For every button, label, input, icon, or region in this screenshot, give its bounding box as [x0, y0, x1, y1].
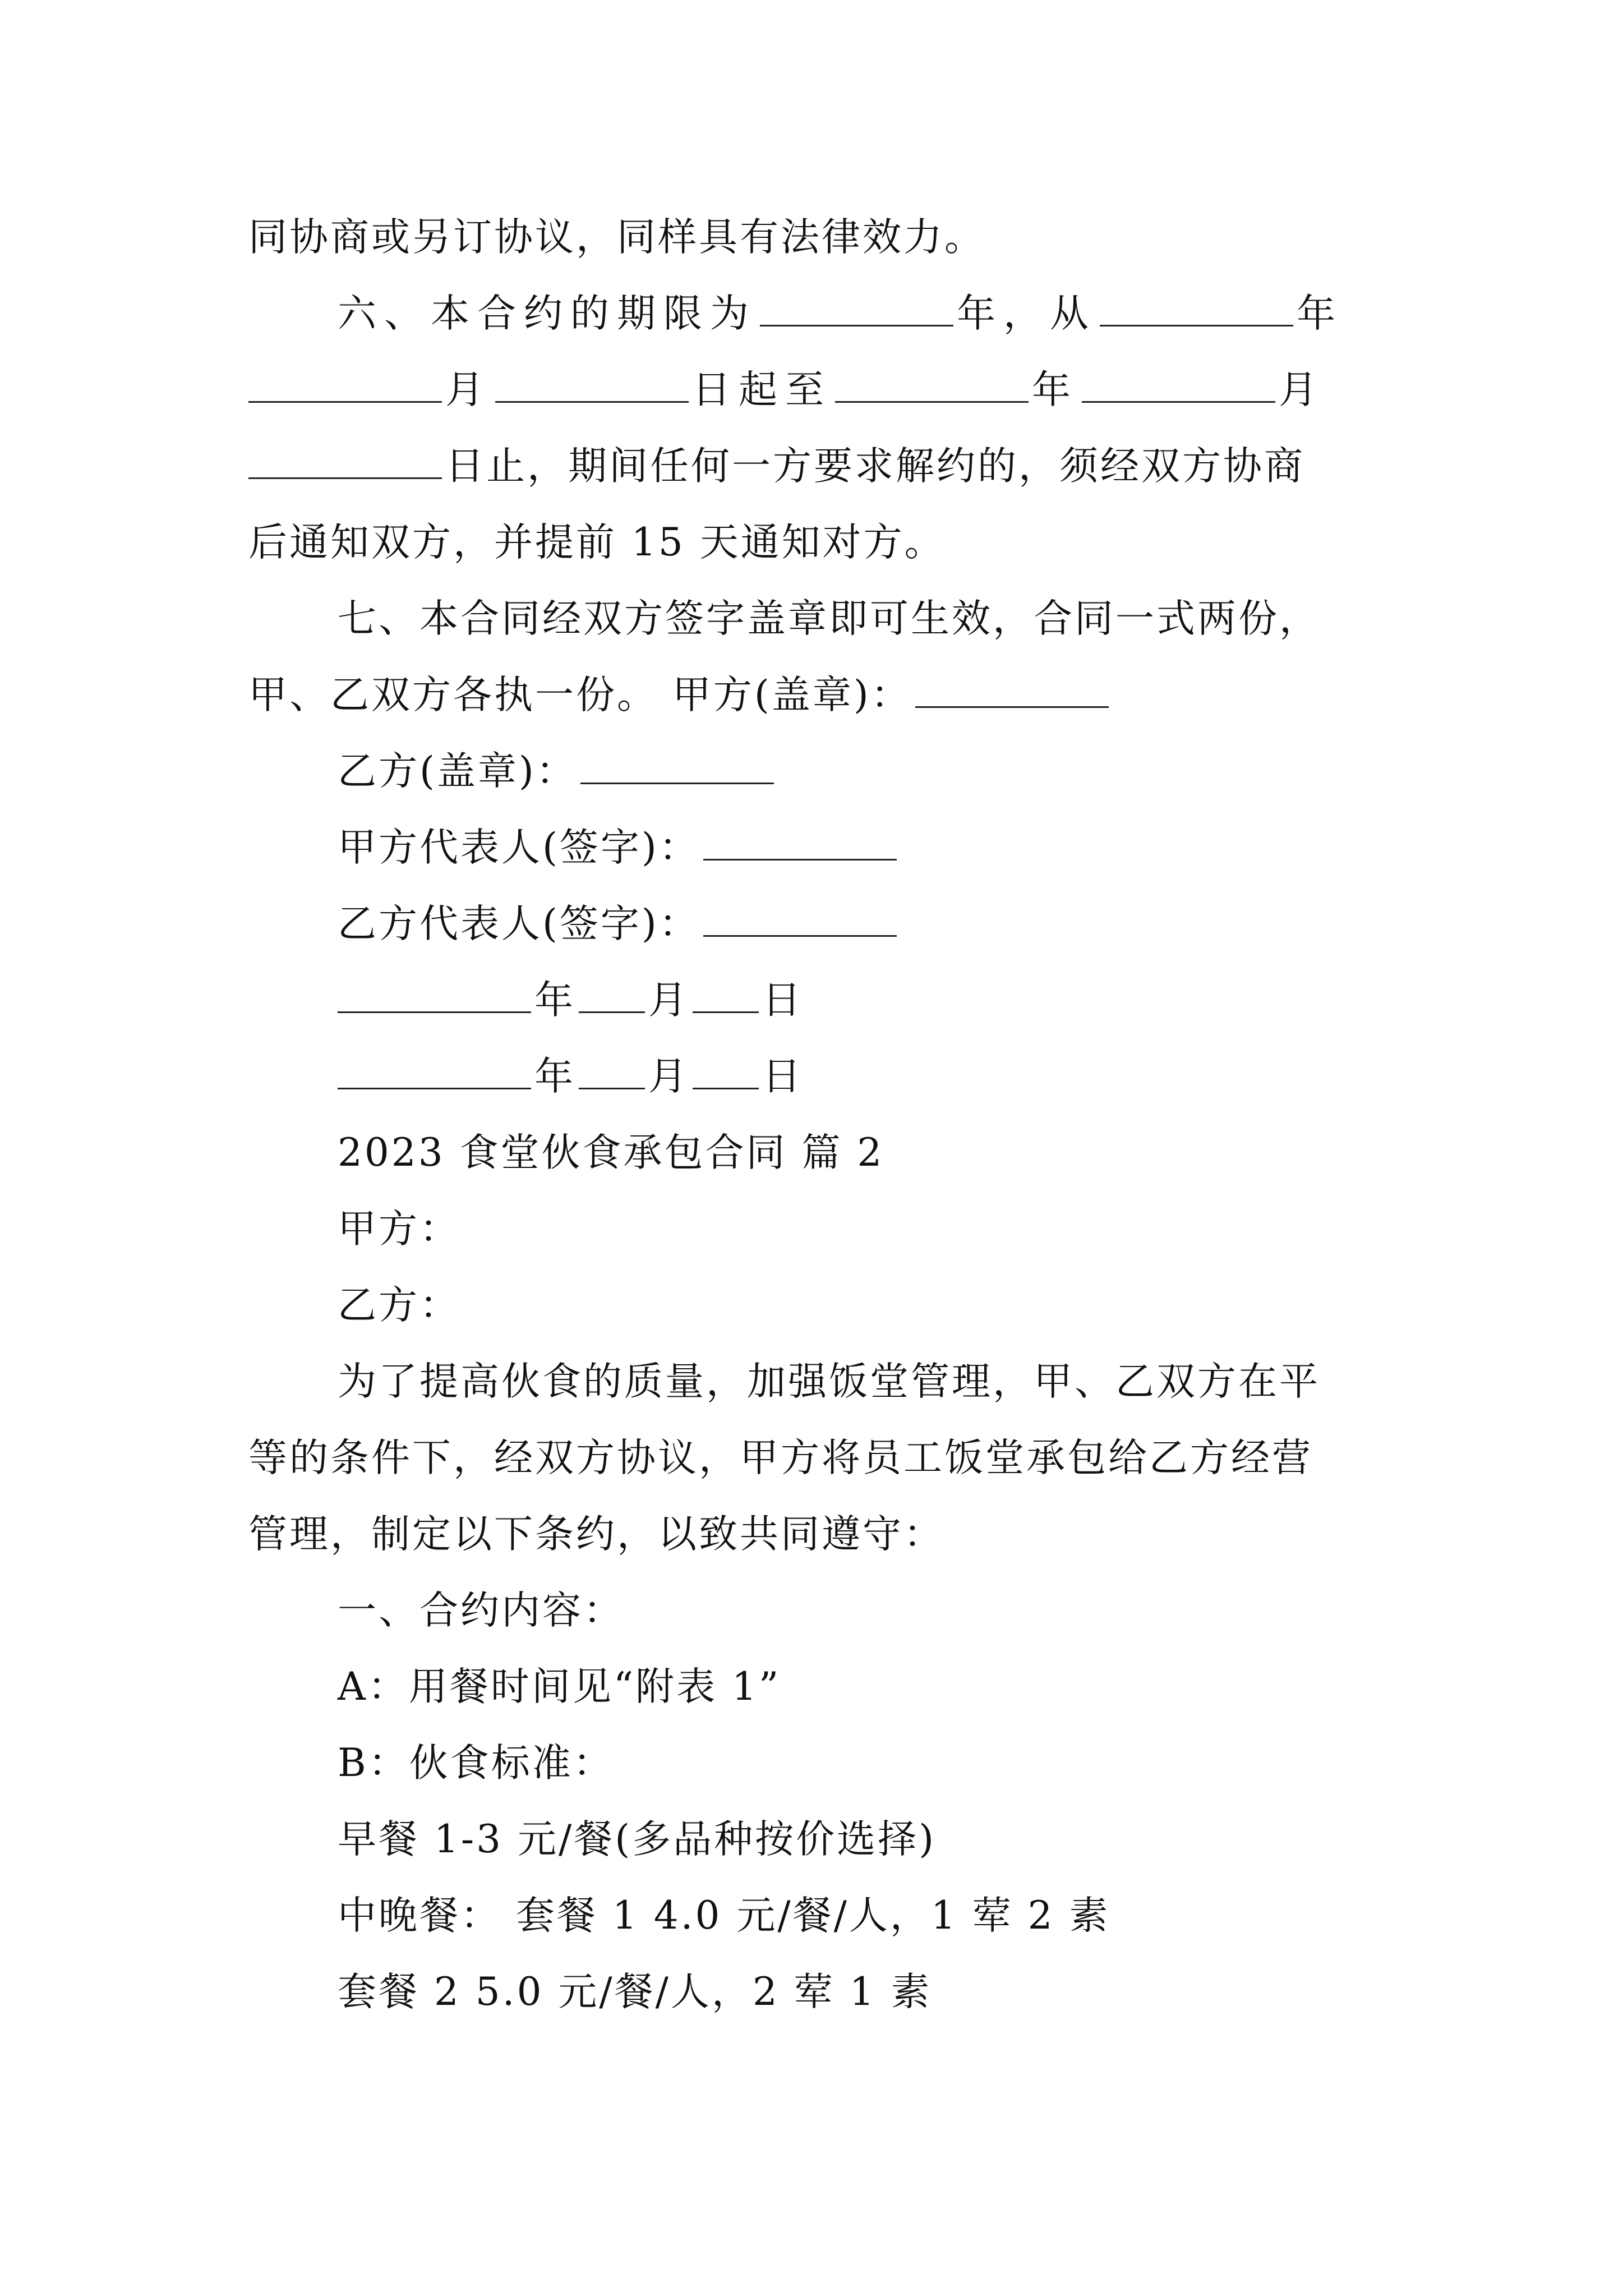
blank-field	[1100, 317, 1293, 326]
paragraph-line	[338, 1814, 936, 1865]
paragraph-line	[338, 1967, 932, 2017]
text: 日	[762, 978, 803, 1023]
text: 乙方(盖章)：	[338, 749, 577, 794]
paragraph-line	[338, 1204, 460, 1254]
text: 2023 食堂伙食承包合同 篇 2	[338, 1130, 884, 1175]
text: 日止，期间任何一方要求解约的，须经双方协商	[445, 444, 1305, 489]
text: 为了提高伙食的质量，加强饭堂管理，甲、乙双方在平	[338, 1359, 1320, 1404]
blank-field	[248, 470, 442, 479]
signature-line	[248, 670, 1112, 720]
signature-line	[338, 746, 777, 797]
text: 早餐 1-3 元/餐(多品种按价选择)	[338, 1817, 937, 1862]
contract-term-line	[338, 288, 1343, 339]
paragraph-line	[248, 1433, 1313, 1483]
text: 中晚餐： 套餐 1 4.0 元/餐/人，1 荤 2 素	[338, 1893, 1110, 1938]
blank-field	[693, 1080, 759, 1089]
paragraph-line	[338, 1738, 614, 1788]
blank-field	[338, 1004, 531, 1013]
text: 甲方代表人(签字)：	[338, 825, 700, 870]
section-heading	[338, 1128, 884, 1178]
text: 后通知双方，并提前 15 天通知对方。	[248, 520, 946, 565]
text: B：伙食标准：	[338, 1741, 614, 1786]
blank-field	[703, 851, 897, 861]
text: 七、本合同经双方签字盖章即可生效，合同一式两份，	[338, 596, 1320, 641]
paragraph-line	[248, 441, 1305, 491]
blank-field	[915, 698, 1109, 708]
text: 乙方：	[338, 1283, 460, 1328]
blank-field	[579, 1080, 645, 1089]
text: 六、本合约的期限为	[338, 291, 757, 336]
paragraph-line	[338, 1890, 1110, 1941]
text: 乙方代表人(签字)：	[338, 901, 700, 946]
paragraph-line	[248, 1509, 944, 1559]
text: 等的条件下，经双方协议，甲方将员工饭堂承包给乙方经营	[248, 1435, 1313, 1480]
paragraph-line	[338, 1662, 781, 1712]
blank-field	[579, 1004, 645, 1013]
text: 管理，制定以下条约，以致共同遵守：	[248, 1512, 944, 1557]
text: 月	[445, 367, 492, 412]
text: 日	[762, 1054, 803, 1099]
text: 月	[648, 1054, 689, 1099]
paragraph-line	[338, 1356, 1320, 1407]
text: 年，从	[957, 291, 1096, 336]
paragraph-line	[248, 517, 946, 568]
paragraph-line	[338, 593, 1320, 644]
blank-field	[703, 927, 897, 937]
text: 甲方：	[338, 1207, 460, 1251]
text: 同协商或另订协议，同样具有法律效力。	[248, 215, 985, 260]
text: 月	[1279, 367, 1325, 412]
text: 月	[648, 978, 689, 1023]
text: 日起至	[692, 367, 832, 412]
text: 年	[534, 978, 575, 1023]
blank-field	[760, 317, 953, 326]
paragraph-line	[338, 1585, 624, 1636]
signature-line	[338, 899, 900, 949]
blank-field	[1082, 393, 1275, 403]
date-line	[338, 975, 803, 1025]
blank-field	[580, 775, 774, 784]
signature-line	[338, 822, 900, 873]
text: 一、合约内容：	[338, 1588, 624, 1633]
contract-term-line	[248, 365, 1325, 415]
text: 年	[1297, 291, 1343, 336]
text: 套餐 2 5.0 元/餐/人，2 荤 1 素	[338, 1970, 932, 2014]
text: A：用餐时间见“附表 1”	[338, 1664, 781, 1709]
blank-field	[495, 393, 689, 403]
text: 年	[1032, 367, 1078, 412]
blank-field	[338, 1080, 531, 1089]
date-line	[338, 1051, 803, 1102]
text: 甲、乙双方各执一份。 甲方(盖章)：	[248, 673, 912, 717]
text: 年	[534, 1054, 575, 1099]
paragraph-line	[338, 1280, 460, 1331]
blank-field	[693, 1004, 759, 1013]
blank-field	[835, 393, 1029, 403]
paragraph-line	[248, 212, 985, 263]
blank-field	[248, 393, 442, 403]
